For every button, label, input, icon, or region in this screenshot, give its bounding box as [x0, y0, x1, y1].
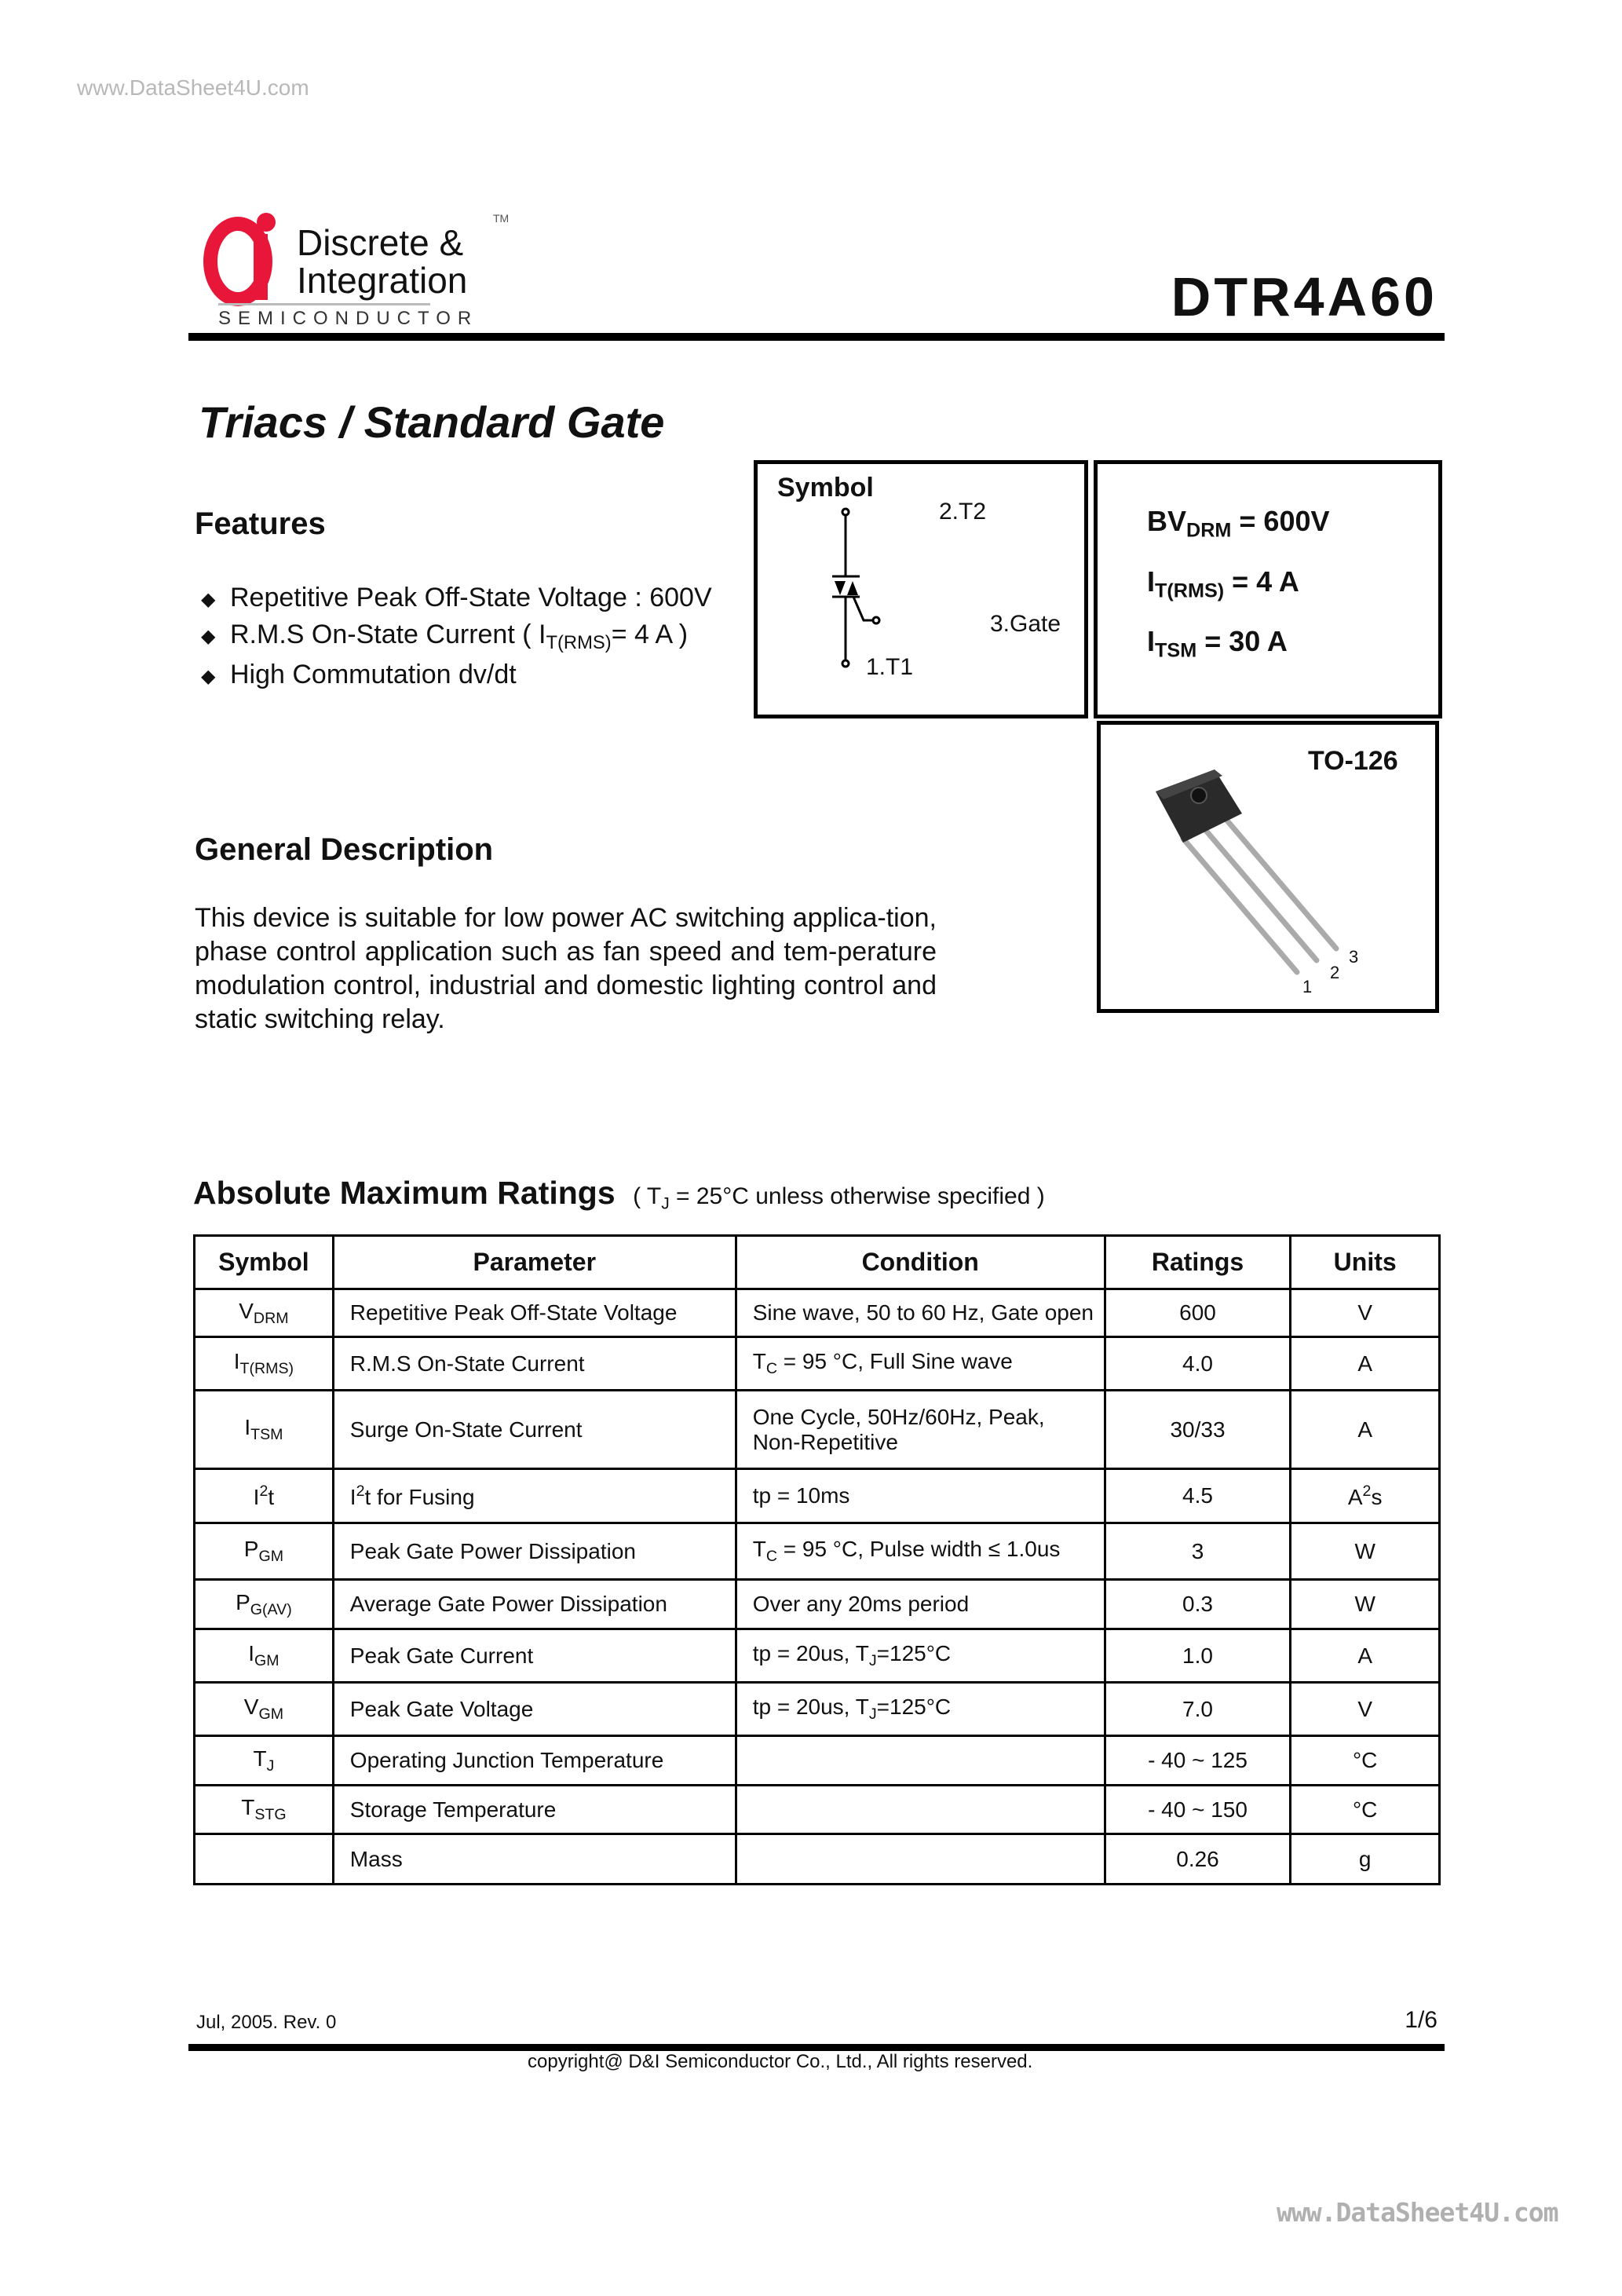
- unit-cell: °C: [1291, 1786, 1440, 1834]
- symbol-heading: Symbol: [777, 473, 874, 503]
- symbol-cell: $I^2t$: [195, 1469, 334, 1523]
- parameter-cell: Average Gate Power Dissipation: [333, 1580, 736, 1629]
- unit-cell: W: [1291, 1580, 1440, 1629]
- unit-cell: g: [1291, 1834, 1440, 1885]
- symbol-cell: $I_{TSM}$: [195, 1391, 334, 1469]
- feature-item: ◆ R.M.S On-State Current ( $I_{T(RMS)}= 4$ A ): [195, 620, 688, 654]
- unit-cell: A: [1291, 1629, 1440, 1683]
- rating-cell: 0.26: [1105, 1834, 1291, 1885]
- table-row: [195, 1629, 1440, 1683]
- condition-cell: $T_C = 95$ °C, Pulse width ≤ 1.0us: [736, 1523, 1105, 1580]
- unit-cell: A: [1291, 1337, 1440, 1391]
- condition-cell: [736, 1736, 1105, 1786]
- table-row: [195, 1337, 1440, 1391]
- page-number: 1/6: [1405, 2007, 1438, 2033]
- general-description-heading: General Description: [195, 832, 494, 867]
- terminal-t1-label: 1.T1: [866, 654, 914, 680]
- condition-cell: tp = 20us, $T_J=125^\circ C$: [736, 1629, 1105, 1683]
- amr-heading-row: [193, 1175, 1045, 1213]
- column-header: Condition: [736, 1236, 1105, 1289]
- unit-cell: V: [1291, 1683, 1440, 1736]
- table-row: [195, 1289, 1440, 1337]
- copyright: copyright@ D&I Semiconductor Co., Ltd., All rights reserved.: [528, 2051, 1033, 2072]
- bullet-icon: ◆: [201, 665, 216, 687]
- rating-cell: 4.0: [1105, 1337, 1291, 1391]
- symbol-cell: $I_{T(RMS)}$: [195, 1337, 334, 1391]
- unit-cell: A: [1291, 1391, 1440, 1469]
- watermark-bottom: www.DataSheet4U.com: [1277, 2197, 1558, 2228]
- pin-3-label: 3: [1349, 947, 1359, 967]
- amr-heading: Absolute Maximum Ratings: [193, 1175, 616, 1211]
- pin-2-label: 2: [1330, 963, 1340, 982]
- parameter-cell: Mass: [333, 1834, 736, 1885]
- condition-cell: tp = 10ms: [736, 1469, 1105, 1523]
- parameter-cell: R.M.S On-State Current: [333, 1337, 736, 1391]
- watermark-top: www.DataSheet4U.com: [77, 75, 309, 100]
- header-rule: [188, 333, 1445, 341]
- symbol-cell: $V_{DRM}$: [195, 1289, 334, 1337]
- symbol-cell: $T_{STG}$: [195, 1786, 334, 1834]
- rating-cell: 7.0: [1105, 1683, 1291, 1736]
- condition-cell: Sine wave, 50 to 60 Hz, Gate open: [736, 1289, 1105, 1337]
- parameter-cell: Peak Gate Voltage: [333, 1683, 736, 1736]
- symbol-cell: $I_{GM}$: [195, 1629, 334, 1683]
- bullet-icon: ◆: [201, 588, 216, 610]
- parameter-cell: Storage Temperature: [333, 1786, 736, 1834]
- rating-cell: 4.5: [1105, 1469, 1291, 1523]
- rating-cell: - 40 ~ 150: [1105, 1786, 1291, 1834]
- parameter-cell: Peak Gate Current: [333, 1629, 736, 1683]
- feature-item: ◆ Repetitive Peak Off-State Voltage : 600V: [195, 583, 712, 613]
- table-header-row: [195, 1236, 1440, 1289]
- revision-date: Jul, 2005. Rev. 0: [196, 2012, 337, 2033]
- svg-text:Discrete &: Discrete &: [297, 222, 464, 263]
- footer-rule: [188, 2044, 1445, 2051]
- symbol-cell: [195, 1834, 334, 1885]
- column-header: Symbol: [195, 1236, 334, 1289]
- rating-cell: - 40 ~ 125: [1105, 1736, 1291, 1786]
- key-rating-itrms: $I_{T(RMS)} = 4$ A: [1147, 565, 1299, 602]
- gate-label: 3.Gate: [990, 611, 1061, 637]
- amr-condition: ( $T_J = 25^\circ C$ unless otherwise specified ): [633, 1183, 1045, 1213]
- pin-1-label: 1: [1302, 977, 1313, 996]
- symbol-cell: $P_{GM}$: [195, 1523, 334, 1580]
- parameter-cell: Operating Junction Temperature: [333, 1736, 736, 1786]
- table-row: [195, 1786, 1440, 1834]
- rating-cell: 30/33: [1105, 1391, 1291, 1469]
- unit-cell: °C: [1291, 1736, 1440, 1786]
- parameter-cell: $I^2t$ for Fusing: [333, 1469, 736, 1523]
- product-subtitle: Triacs / Standard Gate: [199, 397, 665, 447]
- svg-text:Integration: Integration: [297, 260, 468, 301]
- table-row: [195, 1469, 1440, 1523]
- table-row: [195, 1683, 1440, 1736]
- rating-cell: 3: [1105, 1523, 1291, 1580]
- rating-cell: 1.0: [1105, 1629, 1291, 1683]
- triac-symbol-icon: [754, 460, 1088, 718]
- key-rating-itsm: $I_{TSM} = 30$ A: [1147, 625, 1288, 662]
- company-logo: [199, 199, 528, 328]
- rating-cell: 600: [1105, 1289, 1291, 1337]
- unit-cell: $A^2s$: [1291, 1469, 1440, 1523]
- condition-cell: tp = 20us, $T_J=125^\circ C$: [736, 1683, 1105, 1736]
- svg-text:TM: TM: [493, 212, 510, 225]
- symbol-cell: $V_{GM}$: [195, 1683, 334, 1736]
- absolute-maximum-ratings-table: [193, 1234, 1441, 1885]
- part-number: DTR4A60: [1171, 266, 1438, 327]
- table-row: [195, 1580, 1440, 1629]
- general-description-text: This device is suitable for low power AC switching applica-tion, phase control application such as fan speed and tem-perature modulation control, industrial and domestic lighting control and static switching relay.: [195, 903, 937, 1034]
- features-heading: Features: [195, 506, 326, 541]
- parameter-cell: Repetitive Peak Off-State Voltage: [333, 1289, 736, 1337]
- condition-cell: Over any 20ms period: [736, 1580, 1105, 1629]
- svg-text:SEMICONDUCTOR: SEMICONDUCTOR: [218, 308, 479, 328]
- unit-cell: V: [1291, 1289, 1440, 1337]
- column-header: Parameter: [333, 1236, 736, 1289]
- symbol-cell: $T_J$: [195, 1736, 334, 1786]
- condition-cell: [736, 1786, 1105, 1834]
- key-rating-bvdrm: $BV_{DRM} = 600V$: [1147, 505, 1330, 542]
- parameter-cell: Surge On-State Current: [333, 1391, 736, 1469]
- table-row: [195, 1834, 1440, 1885]
- table-row: [195, 1736, 1440, 1786]
- bullet-icon: ◆: [201, 625, 216, 647]
- to126-package-image: [1097, 721, 1439, 1013]
- condition-cell: One Cycle, 50Hz/60Hz, Peak, Non-Repetitive: [736, 1391, 1105, 1469]
- table-row: [195, 1391, 1440, 1469]
- terminal-t2-label: 2.T2: [939, 499, 987, 525]
- package-name: TO-126: [1308, 746, 1398, 776]
- column-header: Ratings: [1105, 1236, 1291, 1289]
- condition-cell: [736, 1834, 1105, 1885]
- table-row: [195, 1523, 1440, 1580]
- symbol-cell: $P_{G(AV)}$: [195, 1580, 334, 1629]
- feature-item: ◆ High Commutation dv/dt: [195, 660, 517, 690]
- rating-cell: 0.3: [1105, 1580, 1291, 1629]
- parameter-cell: Peak Gate Power Dissipation: [333, 1523, 736, 1580]
- column-header: Units: [1291, 1236, 1440, 1289]
- condition-cell: $T_C = 95$ °C, Full Sine wave: [736, 1337, 1105, 1391]
- unit-cell: W: [1291, 1523, 1440, 1580]
